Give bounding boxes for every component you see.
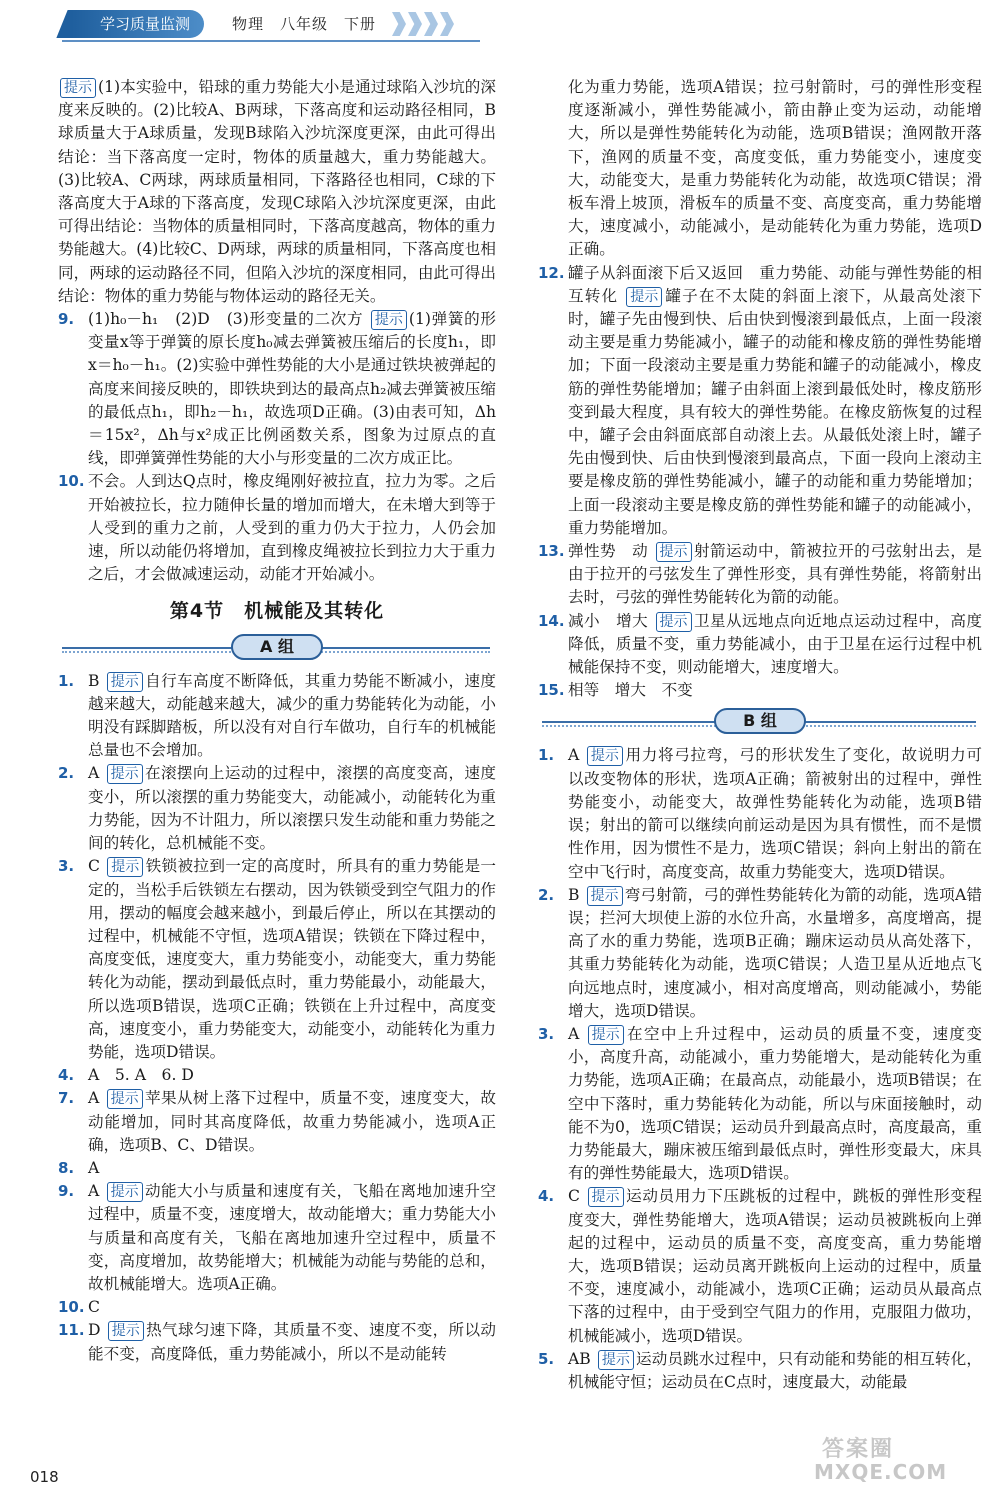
item-number: 11.: [58, 1321, 85, 1340]
a-item-3: [58, 855, 496, 1064]
a-item-2: [58, 762, 496, 855]
item-tip: 用力将弓拉弯，弓的形状发生了变化，故说明力可以改变物体的形状，选项A正确；箭被射出的过程中，弹性势能变小，动能变大，故弹性势能转化为动能，选项B错误；射出的箭可以继续向前运动是因为具有惯性，而不是惯性作用，因为惯性不是力，选项C错误；斜向上射出的箭在空中飞行时，高度变高，故重力势能变大，选项D错误。: [568, 746, 982, 881]
chevron-right-icon: [392, 12, 406, 36]
a-item-12: [538, 262, 982, 540]
a-item-11: [58, 1319, 496, 1365]
header-series-title: 学习质量监测: [72, 10, 204, 38]
b-item-3: [538, 1023, 982, 1185]
item-tip: 在空中上升过程中，运动员的质量不变，速度变小，高度升高，动能减小，重力势能增大，是动能转化为重力势能，选项A正确；在最高点，动能最小，选项B错误；在空中下落时，重力势能转化为动能，所以与床面接触时，动能不为0，选项C错误；运动员升到最高点时，高度最高，重力势能最大，蹦床被压缩到最低点时，弹性形变最大，床具有的弹性势能最大，选项D错误。: [568, 1024, 982, 1183]
item-number: 1.: [58, 671, 75, 690]
item-text: 相等 增大 不变: [568, 681, 693, 700]
group-a-label: A 组: [231, 634, 323, 660]
tip-badge: 提示: [108, 1321, 144, 1341]
a11-continued: 化为重力势能，选项A错误；拉弓射箭时，弓的弹性形变程度逐渐减小，弹性势能减小，箭由静止变为运动，动能增大，所以是弹性势能转化为动能，选项B错误；渔网散开落下，渔网的质量不变，高度变低，重力势能变小，速度变大，动能变大，是重力势能转化为动能，故选项C错误；滑板车滑上坡顶，滑板车的质量不变、高度变高，重力势能增大，速度减小，动能减小，是动能转化为重力势能，选项D正确。: [568, 78, 982, 259]
a-item-13: [538, 540, 982, 610]
tip-badge: 提示: [598, 1350, 634, 1370]
item-tip: 罐子在不太陡的斜面上滚下，从最高处滚下时，罐子先由慢到快、后由快到慢滚到最低点，上面一段滚动主要是重力势能减小，罐子的动能和橡皮筋的弹性势能增加；下面一段滚动主要是重力势能和罐子的动能减小，橡皮筋的弹性势能增加；罐子由斜面上滚到最低处时，橡皮筋形变到最大程度，具有较大的弹性势能。在橡皮筋恢复的过程中，罐子会由斜面底部自动滚上去。从最低处滚上时，罐子先由慢到快、后由快到慢滚到最高点，下面一段向上滚动主要是橡皮筋的弹性势能减小，罐子的动能和重力势能增加；上面一段滚动主要是橡皮筋的弹性势能和罐子的动能减小，重力势能增加。: [568, 286, 982, 537]
item-number: 3.: [58, 857, 75, 876]
item-number: 9.: [58, 310, 75, 329]
item-number: 5.: [538, 1349, 555, 1368]
item-answer: C: [88, 857, 100, 876]
tip-badge: 提示: [626, 287, 662, 307]
a-item-14: [538, 610, 982, 680]
item-tip: 弯弓射箭，弓的弹性势能转化为箭的动能，选项A错误；拦河大坝使上游的水位升高，水量增多，高度增高，提高了水的重力势能，选项B正确；蹦床运动员从高处落下，其重力势能转化为动能，选项C错误；人造卫星从近地点飞向远地点时，速度减小，相对高度增高，则动能减小，势能增大，选项D错误。: [568, 885, 982, 1020]
tip-badge: 提示: [588, 1187, 624, 1207]
item-tip: 铁锁被拉到一定的高度时，所具有的重力势能是一定的，当松手后铁锁左右摆动，因为铁锁受到空气阻力的作用，摆动的幅度会越来越小，到最后停止，所以在其摆动的过程中，机械能不守恒，选项A错误；铁锁在下降过程中，高度变低，速度变大，重力势能变小，动能变大，重力势能转化为动能，摆动到最低点时，重力势能最小，动能最大，所以选项B错误，选项C正确；铁锁在上升过程中，高度变高，速度变小，重力势能变大，动能变小，动能转化为重力势能，选项D错误。: [88, 857, 496, 1061]
item-tip: 苹果从树上落下过程中，质量不变，速度变大，故动能增加，同时其高度降低，故重力势能减小，选项A正确，选项B、C、D错误。: [88, 1089, 496, 1154]
section-title: 第4节 机械能及其转化: [169, 600, 385, 623]
item-answer: A: [568, 746, 580, 765]
chevron-right-icon: [440, 12, 454, 36]
item-tip: 自行车高度不断降低，其重力势能不断减小，速度越来越大，动能越来越大，减少的重力势能转化为动能，小明没有踩脚踏板，所以没有对自行车做功，自行车的机械能总量也不会增加。: [88, 671, 496, 760]
answer-item-10: [58, 470, 496, 586]
item-number: 7.: [58, 1089, 75, 1108]
item-text: A 5. A 6. D: [88, 1066, 194, 1085]
tip-badge: 提示: [60, 78, 96, 98]
item-number: 10.: [58, 472, 85, 491]
page-header: [62, 6, 482, 42]
item-answer: D: [88, 1321, 101, 1340]
item-text: A: [88, 1158, 100, 1177]
group-b-banner: [538, 706, 982, 738]
header-rule: [62, 40, 480, 42]
header-subject: 物理 八年级 下册: [232, 15, 377, 33]
chevron-right-icon: [424, 12, 438, 36]
item-number: 2.: [538, 885, 555, 904]
item-number: 15.: [538, 681, 565, 700]
answer-item-9: [58, 308, 496, 470]
group-b-label: B 组: [714, 708, 806, 734]
tip-badge: 提示: [656, 542, 692, 562]
item-number: 12.: [538, 263, 565, 282]
a-item-1: [58, 670, 496, 763]
item-answer: 弹性势 动: [568, 542, 649, 561]
item-number: 1.: [538, 746, 555, 765]
a-item-10: [58, 1296, 496, 1319]
tip-badge: 提示: [587, 746, 623, 766]
item-answer: AB: [568, 1349, 591, 1368]
right-column: [538, 76, 982, 1394]
tip-badge: 提示: [656, 612, 692, 632]
b-item-1: [538, 744, 982, 883]
item-tip: (1)弹簧的形变量x等于弹簧的原长度h₀减去弹簧被压缩后的长度h₁，即x＝h₀－h₁。(2)实验中弹性势能的大小是通过铁块被弹起的高度来间接反映的，即铁块到达的最高点h₂减去弹簧被压缩的最低点h₁，即h₂－h₁，故选项D正确。(3)由表可知，Δh＝15x²，Δh与x²成正比例函数关系，图象为过原点的直线，即弹簧弹性势能的大小与形变量的二次方成正比。: [88, 310, 496, 468]
item-answer: (1)h₀－h₁ (2)D (3)形变量的二次方: [88, 310, 364, 329]
chevron-right-icon: [408, 12, 422, 36]
item-number: 3.: [538, 1024, 555, 1043]
a-item-15: [538, 679, 982, 702]
item-number: 4.: [538, 1187, 555, 1206]
item-answer: B: [568, 885, 580, 904]
item-answer: C: [568, 1187, 580, 1206]
item-number: 2.: [58, 764, 75, 783]
a-item-4: [58, 1064, 496, 1087]
left-column: [58, 76, 496, 1366]
tip-badge: 提示: [107, 1089, 143, 1109]
item-tip: 在滚摆向上运动的过程中，滚摆的高度变高，速度变小，所以滚摆的重力势能变大，动能减小，动能转化为重力势能，因为不计阻力，所以滚摆只发生动能和重力势能之间的转化，总机械能不变。: [88, 764, 496, 853]
group-a-banner: [58, 632, 496, 664]
item-number: 10.: [58, 1298, 85, 1317]
item-answer: A: [568, 1024, 580, 1043]
watermark-top-text: 答案圈: [822, 1437, 895, 1462]
item-tip: 运动员用力下压跳板的过程中，跳板的弹性形变程度变大，弹性势能增大，选项A错误；运动员被跳板向上弹起的过程中，运动员的质量不变，高度变高，重力势能增大，选项B错误；运动员离开跳板向上运动的过程中，质量不变，速度减小，动能减小，选项C正确；运动员从最高点下落的过程中，由于受到空气阻力的作用，克服阻力做功，机械能减小，选项D错误。: [568, 1187, 982, 1345]
item-number: 4.: [58, 1066, 75, 1085]
item-number: 8.: [58, 1158, 75, 1177]
b-item-4: [538, 1185, 982, 1347]
item-tip: 动能大小与质量和速度有关，飞船在离地加速升空过程中，质量不变，速度增大，故动能增大；重力势能大小与质量和高度有关，飞船在离地加速升空过程中，质量不变，高度增加，故势能增大；机械能为动能与势能的总和，故机械能增大。选项A正确。: [88, 1182, 496, 1293]
tip-badge: 提示: [107, 1182, 143, 1202]
tip-badge: 提示: [107, 857, 143, 877]
tip-badge: 提示: [107, 764, 143, 784]
page-number: 018: [30, 1468, 59, 1486]
item-answer: B: [88, 671, 100, 690]
item-answer: A: [88, 1182, 100, 1201]
q8-tip-paragraph: [58, 76, 496, 308]
item-tip: 射箭运动中，箭被拉开的弓弦射出去，是由于拉开的弓弦发生了弹性形变，具有弹性势能，将箭射出去时，弓弦的弹性势能转化为箭的动能。: [568, 542, 982, 607]
tip-badge: 提示: [587, 886, 623, 906]
a-item-9: [58, 1180, 496, 1296]
item-number: 14.: [538, 611, 565, 630]
watermark-bottom-text: MXQE.COM: [814, 1460, 948, 1484]
item-tip: 热气球匀速下降，其质量不变、速度不变，所以动能不变，高度降低，重力势能减小，所以不是动能转: [88, 1321, 496, 1363]
item-number: 13.: [538, 542, 565, 561]
a-item-8: [58, 1157, 496, 1180]
a-item-7: [58, 1087, 496, 1157]
item-tip: 运动员跳水过程中，只有动能和势能的相互转化，机械能守恒；运动员在C点时，速度最大，动能最: [568, 1349, 982, 1391]
b-item-2: [538, 884, 982, 1023]
q8-tip-text: (1)本实验中，铅球的重力势能大小是通过球陷入沙坑的深度来反映的。(2)比较A、B两球，下落高度和运动路径相同，B球质量大于A球质量，发现B球陷入沙坑深度更深，由此可得出结论：当下落高度一定时，物体的质量越大，重力势能越大。(3)比较A、C两球，两球质量相同，下落路径也相同，C球的下落高度大于A球的下落高度，发现C球陷入沙坑深度更深，由此可得出结论：当物体的质量相同时，下落高度越高，物体的重力势能越大。(4)比较C、D两球，两球的质量相同，下落高度也相同，两球的运动路径不同，但陷入沙坑的深度相同，由此可得出结论：物体的重力势能与物体运动的路径无关。: [58, 78, 496, 305]
item-answer: A: [88, 1089, 100, 1108]
site-watermark: [808, 1432, 990, 1488]
item-number: 9.: [58, 1182, 75, 1201]
item-tip: 卫星从远地点向近地点运动过程中，高度降低，质量不变，重力势能减小，由于卫星在运行过程中机械能保持不变，则动能增大，速度增大。: [568, 611, 982, 677]
item-text: C: [88, 1298, 100, 1317]
b-item-5: [538, 1348, 982, 1394]
tip-badge: 提示: [107, 672, 143, 692]
item-text: 不会。人到达Q点时，橡皮绳刚好被拉直，拉力为零。之后开始被拉长，拉力随伸长量的增加而增大，在未增大到等于人受到的重力之前，人受到的重力仍大于拉力，人仍会加速，所以动能仍将增加，直到橡皮绳被拉长到拉力大于重力之后，才会做减速运动，动能才开始减小。: [88, 472, 496, 584]
header-chevrons: [392, 12, 454, 36]
item-answer: 罐子从斜面滚下后又返回 重力势能、动能与弹性势能的相互转化: [568, 263, 982, 305]
tip-badge: 提示: [371, 310, 407, 330]
tip-badge: 提示: [588, 1025, 624, 1045]
item-answer: 减小 增大: [568, 611, 649, 630]
item-answer: A: [88, 764, 100, 783]
